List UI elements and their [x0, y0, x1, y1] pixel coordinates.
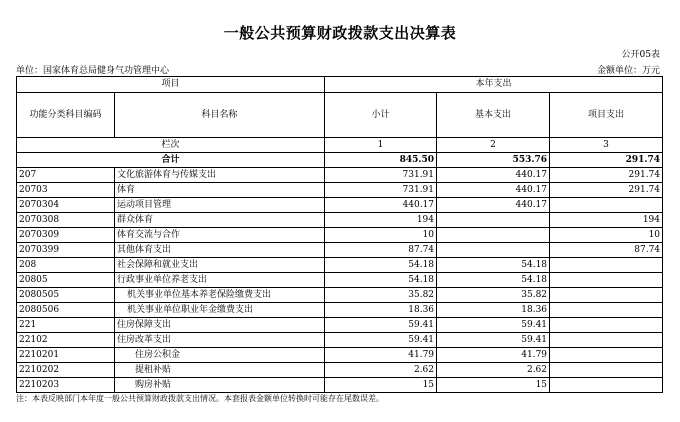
header-code: 功能分类科目编码: [17, 93, 115, 138]
row-name: 运动项目管理: [115, 198, 325, 213]
row-subtotal: 59.41: [325, 318, 437, 333]
row-project: 10: [550, 228, 663, 243]
col-1: 1: [325, 138, 437, 153]
row-subtotal: 731.91: [325, 183, 437, 198]
row-name: 群众体育: [115, 213, 325, 228]
row-basic: 440.17: [437, 183, 550, 198]
total-label: 合计: [17, 153, 325, 168]
col-2: 2: [437, 138, 550, 153]
unit-label: 单位：国家体育总局健身气功管理中心: [16, 66, 170, 76]
row-name: 体育: [115, 183, 325, 198]
row-subtotal: 731.91: [325, 168, 437, 183]
row-name: 其他体育支出: [115, 243, 325, 258]
row-project: 87.74: [550, 243, 663, 258]
row-project: [550, 198, 663, 213]
row-subtotal: 35.82: [325, 288, 437, 303]
row-name: 行政事业单位养老支出: [115, 273, 325, 288]
row-subtotal: 18.36: [325, 303, 437, 318]
row-name: 住房公积金: [115, 348, 325, 363]
row-name: 提租补贴: [115, 363, 325, 378]
row-basic: 2.62: [437, 363, 550, 378]
row-name: 住房保障支出: [115, 318, 325, 333]
row-code: 207: [17, 168, 115, 183]
row-subtotal: 194: [325, 213, 437, 228]
table-row: [17, 228, 663, 243]
row-code: 208: [17, 258, 115, 273]
form-number: 公开05表: [621, 50, 660, 60]
row-code: 2080505: [17, 288, 115, 303]
row-basic: 440.17: [437, 198, 550, 213]
row-project: [550, 258, 663, 273]
header-row-1: [17, 77, 663, 93]
table-row: [17, 378, 663, 393]
table-row: [17, 198, 663, 213]
header-subtotal: 小计: [325, 93, 437, 138]
table-row: [17, 303, 663, 318]
row-project: 291.74: [550, 183, 663, 198]
total-subtotal: 845.50: [325, 153, 437, 168]
row-project: [550, 318, 663, 333]
row-project: [550, 378, 663, 393]
header-name: 科目名称: [115, 93, 325, 138]
row-code: 2070308: [17, 213, 115, 228]
table-row: [17, 288, 663, 303]
row-code: 2080506: [17, 303, 115, 318]
row-basic: 18.36: [437, 303, 550, 318]
row-subtotal: 54.18: [325, 258, 437, 273]
table-row: [17, 333, 663, 348]
row-basic: 440.17: [437, 168, 550, 183]
row-name: 机关事业单位基本养老保险缴费支出: [115, 288, 325, 303]
table-row: [17, 273, 663, 288]
header-item: 项目: [17, 77, 325, 93]
row-subtotal: 41.79: [325, 348, 437, 363]
header-row-2: [17, 93, 663, 138]
row-name: 机关事业单位职业年金缴费支出: [115, 303, 325, 318]
row-code: 2070399: [17, 243, 115, 258]
table-row: [17, 348, 663, 363]
total-row: [17, 153, 663, 168]
total-project: 291.74: [550, 153, 663, 168]
row-subtotal: 54.18: [325, 273, 437, 288]
row-project: [550, 333, 663, 348]
row-basic: 41.79: [437, 348, 550, 363]
page-title: 一般公共预算财政拨款支出决算表: [223, 24, 457, 42]
money-unit-label: 金额单位：万元: [596, 66, 660, 76]
row-project: [550, 273, 663, 288]
row-basic: 54.18: [437, 273, 550, 288]
table-row: [17, 243, 663, 258]
row-subtotal: 87.74: [325, 243, 437, 258]
row-code: 221: [17, 318, 115, 333]
row-basic: [437, 228, 550, 243]
column-index-row: [17, 138, 663, 153]
table-row: [17, 213, 663, 228]
row-basic: 54.18: [437, 258, 550, 273]
table-row: [17, 258, 663, 273]
row-project: [550, 303, 663, 318]
header-project: 项目支出: [550, 93, 663, 138]
row-code: 2070304: [17, 198, 115, 213]
table-row: [17, 363, 663, 378]
col-3: 3: [550, 138, 663, 153]
header-basic: 基本支出: [437, 93, 550, 138]
row-code: 20805: [17, 273, 115, 288]
row-project: [550, 288, 663, 303]
row-name: 体育交流与合作: [115, 228, 325, 243]
row-basic: [437, 243, 550, 258]
row-project: 291.74: [550, 168, 663, 183]
row-code: 2210203: [17, 378, 115, 393]
table-row: [17, 318, 663, 333]
row-basic: 15: [437, 378, 550, 393]
row-name: 社会保障和就业支出: [115, 258, 325, 273]
row-subtotal: 10: [325, 228, 437, 243]
row-code: 20703: [17, 183, 115, 198]
row-code: 2210202: [17, 363, 115, 378]
expenditure-table: [16, 76, 663, 393]
row-subtotal: 15: [325, 378, 437, 393]
row-project: 194: [550, 213, 663, 228]
row-project: [550, 348, 663, 363]
table-row: [17, 183, 663, 198]
row-code: 22102: [17, 333, 115, 348]
row-name: 购房补贴: [115, 378, 325, 393]
row-name: 文化旅游体育与传媒支出: [115, 168, 325, 183]
row-code: 2070309: [17, 228, 115, 243]
row-code: 2210201: [17, 348, 115, 363]
row-basic: 59.41: [437, 333, 550, 348]
table-row: [17, 168, 663, 183]
row-subtotal: 440.17: [325, 198, 437, 213]
footnote: 注：本表反映部门本年度一般公共预算财政拨款支出情况。本套报表金额单位转换时可能存在尾数误差。: [16, 394, 384, 403]
row-basic: [437, 213, 550, 228]
header-current-year: 本年支出: [325, 77, 663, 93]
row-subtotal: 59.41: [325, 333, 437, 348]
row-basic: 59.41: [437, 318, 550, 333]
total-basic: 553.76: [437, 153, 550, 168]
row-subtotal: 2.62: [325, 363, 437, 378]
row-project: [550, 363, 663, 378]
row-name: 住房改革支出: [115, 333, 325, 348]
col-label: 栏次: [17, 138, 325, 153]
row-basic: 35.82: [437, 288, 550, 303]
